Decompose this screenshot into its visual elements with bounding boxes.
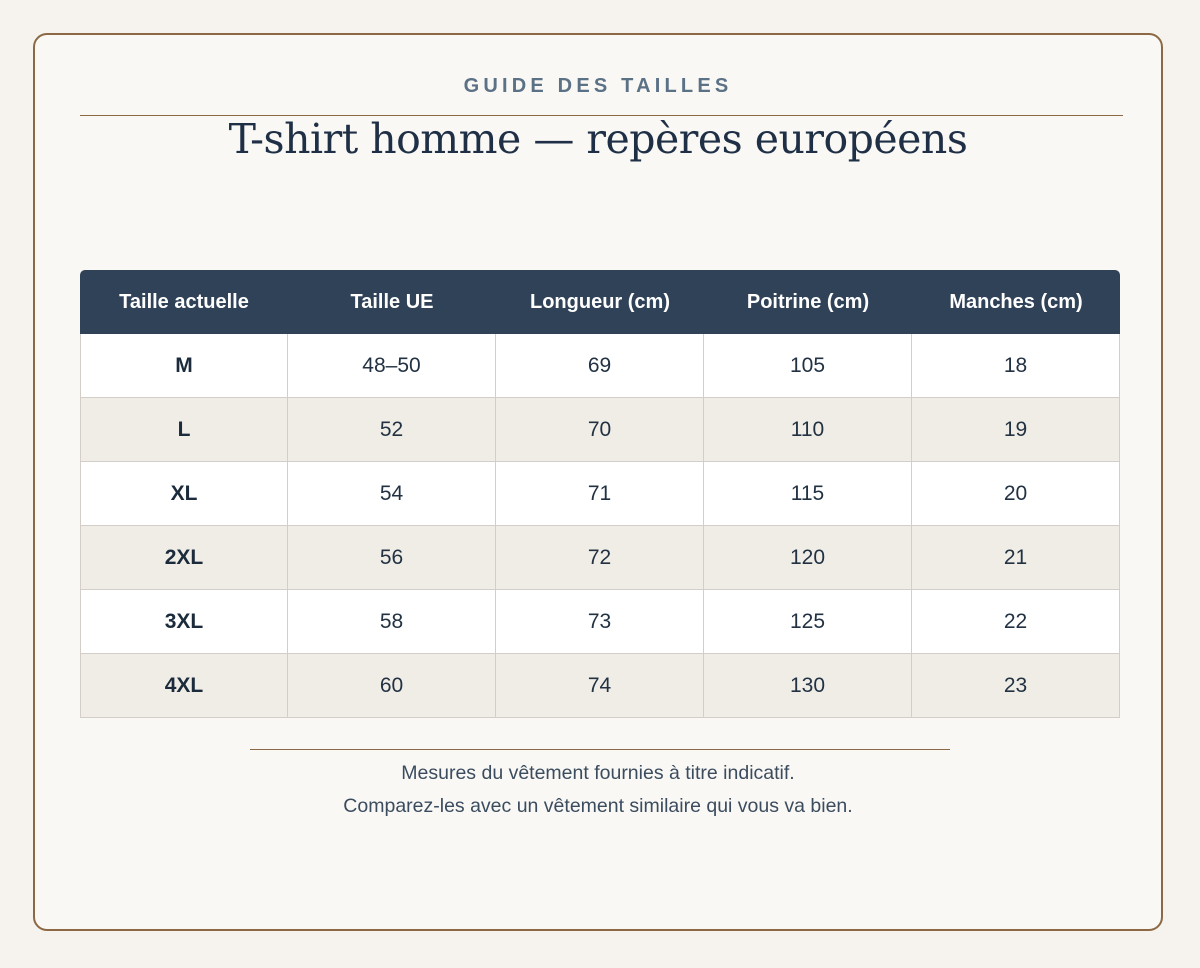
size-table-body xyxy=(80,334,1120,718)
cell-eu-size: 60 xyxy=(288,654,496,718)
cell-eu-size: 58 xyxy=(288,590,496,654)
column-header-length: Longueur (cm) xyxy=(496,270,704,334)
cell-eu-size: 54 xyxy=(288,462,496,526)
cell-chest: 110 xyxy=(704,398,912,462)
footer-note-line-2: Comparez-les avec un vêtement similaire qui vous va bien. xyxy=(343,795,853,817)
cell-sleeves: 19 xyxy=(912,398,1120,462)
cell-sleeves: 22 xyxy=(912,590,1120,654)
cell-eu-size: 48–50 xyxy=(288,334,496,398)
cell-length: 70 xyxy=(496,398,704,462)
cell-current-size: M xyxy=(80,334,288,398)
column-header-current-size: Taille actuelle xyxy=(80,270,288,334)
size-table-header xyxy=(80,270,1120,334)
size-guide-card xyxy=(33,33,1163,931)
page-title: T-shirt homme — repères européens xyxy=(228,115,968,163)
cell-sleeves: 23 xyxy=(912,654,1120,718)
cell-sleeves: 18 xyxy=(912,334,1120,398)
section-kicker: GUIDE DES TAILLES xyxy=(463,75,733,97)
cell-current-size: 2XL xyxy=(80,526,288,590)
table-row xyxy=(80,526,1120,590)
table-row xyxy=(80,398,1120,462)
cell-length: 71 xyxy=(496,462,704,526)
size-table xyxy=(80,270,1120,718)
cell-eu-size: 56 xyxy=(288,526,496,590)
cell-chest: 130 xyxy=(704,654,912,718)
cell-chest: 125 xyxy=(704,590,912,654)
header-row xyxy=(80,270,1120,334)
footer-divider xyxy=(250,749,950,750)
cell-length: 73 xyxy=(496,590,704,654)
table-row xyxy=(80,462,1120,526)
cell-chest: 105 xyxy=(704,334,912,398)
cell-sleeves: 20 xyxy=(912,462,1120,526)
column-header-sleeves: Manches (cm) xyxy=(912,270,1120,334)
footer-note-line-1: Mesures du vêtement fournies à titre indicatif. xyxy=(401,762,795,784)
table-row xyxy=(80,654,1120,718)
cell-length: 72 xyxy=(496,526,704,590)
column-header-eu-size: Taille UE xyxy=(288,270,496,334)
table-row xyxy=(80,334,1120,398)
table-row xyxy=(80,590,1120,654)
cell-current-size: 3XL xyxy=(80,590,288,654)
cell-current-size: 4XL xyxy=(80,654,288,718)
cell-current-size: L xyxy=(80,398,288,462)
cell-current-size: XL xyxy=(80,462,288,526)
cell-chest: 115 xyxy=(704,462,912,526)
column-header-chest: Poitrine (cm) xyxy=(704,270,912,334)
cell-sleeves: 21 xyxy=(912,526,1120,590)
cell-length: 69 xyxy=(496,334,704,398)
cell-length: 74 xyxy=(496,654,704,718)
cell-eu-size: 52 xyxy=(288,398,496,462)
cell-chest: 120 xyxy=(704,526,912,590)
